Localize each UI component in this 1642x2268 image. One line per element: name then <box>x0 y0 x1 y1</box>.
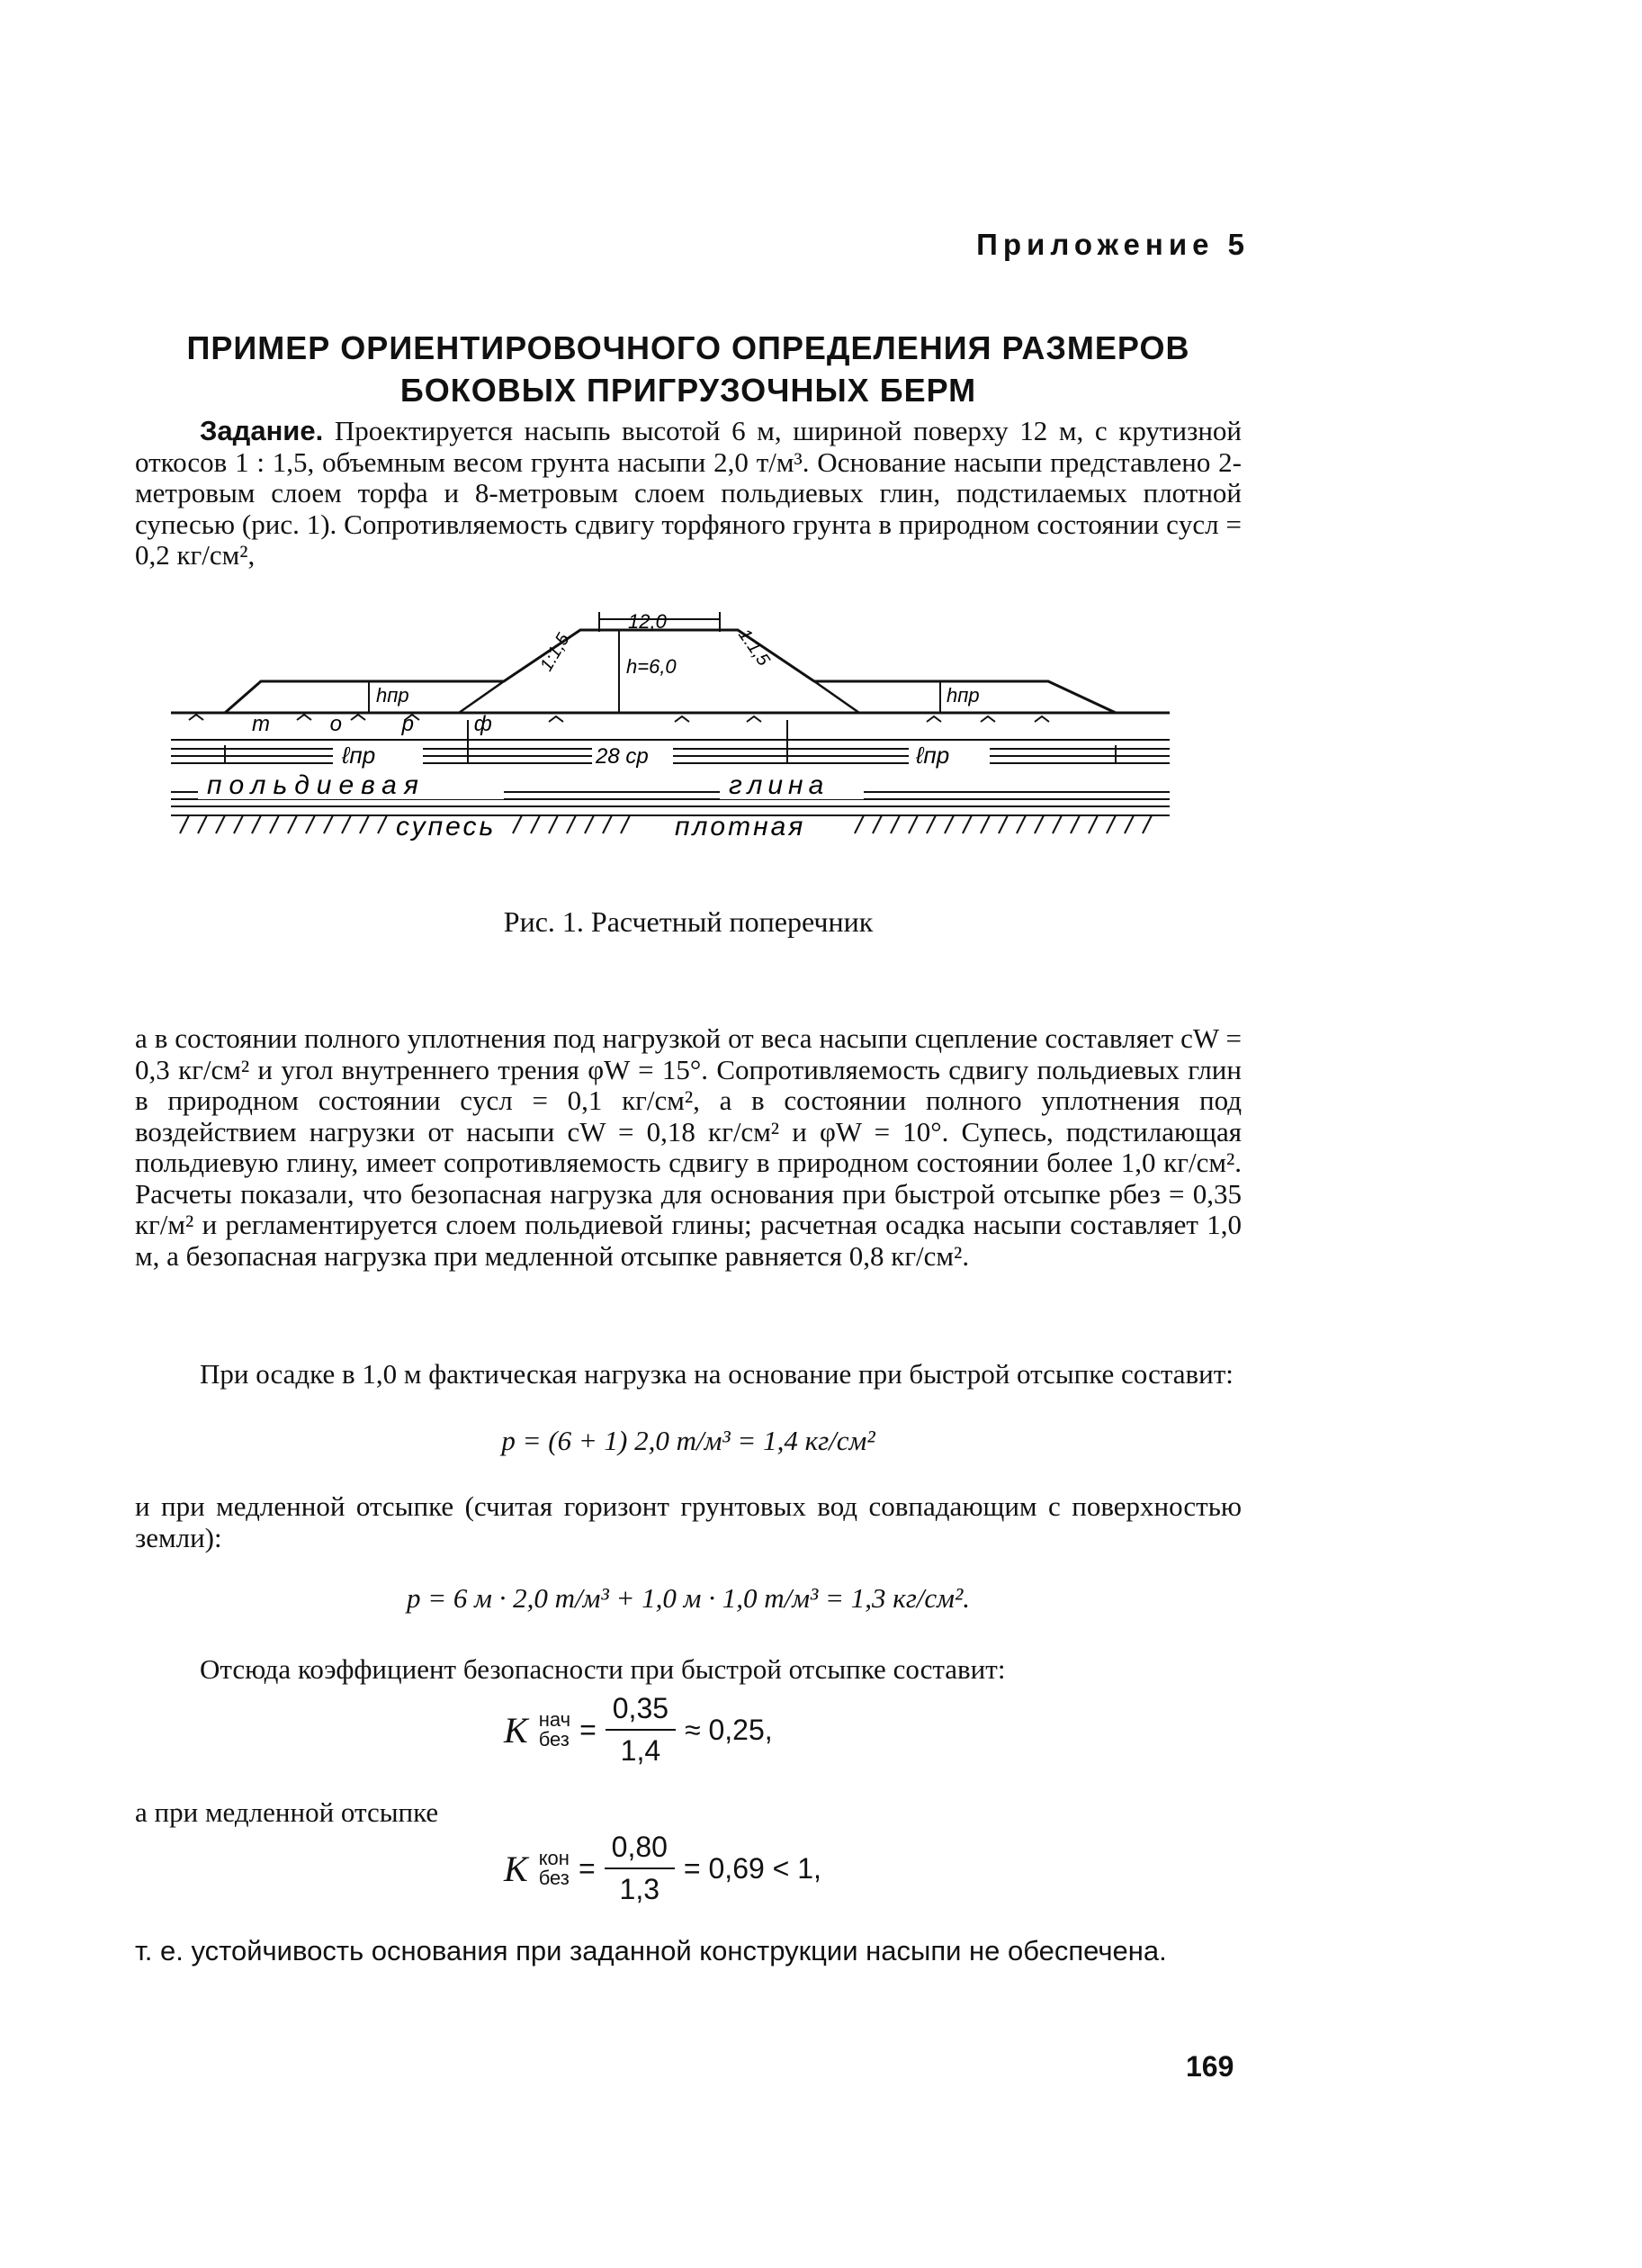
body-paragraph-1: а в состоянии полного уплотнения под нагрузкой от веса насыпи сцепление составляет cW = 0,3 кг/см² и угол внутреннего трения φW = 15°. Сопротивляемость сдвигу польдиевых глин в природном состоянии cусл = 0,1 кг/см², а в состоянии полного уплотнения под воздействием нагрузки от насыпи cW = 0,18 кг/см² и φW = 10°. Супесь, подстилающая польдиевую глину, имеет сопротивляемость сдвигу в природном состоянии более 1,0 кг/см². Расчеты показали, что безопасная нагрузка для основания при быстрой отсыпке pбез = 0,35 кг/м² и регламентируется слоем польдиевой глины; расчетная осадка насыпи составляет 1,0 м, а безопасная нагрузка при медленной отсыпке равняется 0,8 кг/см². <box>135 1022 1242 1272</box>
height-label: h=6,0 <box>626 655 677 678</box>
safety-coefficient-final: K кон без = $\frac{0,80}{1,3}$ = 0,69 < 1, <box>504 1831 821 1905</box>
denominator: 1,4 <box>620 1734 661 1767</box>
berm-height-right-label: hпр <box>947 684 980 706</box>
berm-length-left-label: ℓпр <box>342 742 376 769</box>
fraction <box>606 1692 676 1768</box>
coef-result: = 0,69 < 1, <box>683 1851 821 1885</box>
denominator: 1,3 <box>619 1873 660 1905</box>
document-title <box>135 327 1242 411</box>
numerator: 0,80 <box>605 1831 675 1869</box>
task-label: Задание. <box>200 415 324 446</box>
formula-1: p = (6 + 1) 2,0 т/м³ = 1,4 кг/см² <box>501 1425 875 1456</box>
formula-2: p = 6 м · 2,0 т/м³ + 1,0 м · 1,0 т/м³ = 1,3 кг/см². <box>406 1582 971 1614</box>
top-width-label: 12,0 <box>628 612 667 633</box>
task-text: Проектируется насыпь высотой 6 м, шириной поверху 12 м, с крутизной откосов 1 : 1,5, объемным весом грунта насыпи 2,0 т/м³. Основание насыпи представлено 2-метровым слоем торфа и 8-метровым слоем польдиевых глин, подстилаемых плотной супесью (рис. 1). Сопротивляемость сдвигу торфяного грунта в природном состоянии cусл = 0,2 кг/см², <box>135 415 1242 571</box>
fraction <box>605 1831 675 1906</box>
cross-section-figure <box>171 612 1170 864</box>
body-paragraph-6: т. е. устойчивость основания при заданной конструкции насыпи не обеспечена. <box>135 1935 1167 1966</box>
coef-sub: без <box>538 1867 570 1889</box>
task-paragraph <box>135 416 1242 572</box>
coef-symbol: K <box>504 1709 528 1750</box>
coef-sup: кон <box>538 1847 570 1869</box>
body-paragraph-2: При осадке в 1,0 м фактическая нагрузка на основание при быстрой отсыпке составит: <box>200 1358 1234 1390</box>
body-paragraph-3: и при медленной отсыпке (считая горизонт грунтовых вод совпадающим с поверхностью земли): <box>135 1490 1242 1553</box>
figure-caption: Рис. 1. Расчетный поперечник <box>503 905 874 938</box>
slope-left-label: 1:1,5 <box>536 630 574 675</box>
peat-label: т о р ф <box>252 712 519 736</box>
title-line-2: БОКОВЫХ ПРИГРУЗОЧНЫХ БЕРМ <box>399 372 977 409</box>
slope-right-label: 1:1,5 <box>734 625 774 670</box>
clay-label-2: глина <box>729 770 830 800</box>
body-paragraph-4: Отсюда коэффициент безопасности при быстрой отсыпке составит: <box>200 1653 1006 1685</box>
clay-label-1: польдиевая <box>207 770 426 800</box>
coef-sub: без <box>538 1728 570 1750</box>
berm-height-left-label: hпр <box>376 684 409 706</box>
sand-hatching <box>180 815 1152 833</box>
center-length-label: 28 ср <box>596 744 649 769</box>
body-paragraph-5: а при медленной отсыпке <box>135 1796 439 1828</box>
sand-label-2: плотная <box>675 812 806 842</box>
coef-result: ≈ 0,25, <box>685 1713 773 1746</box>
coef-sup: нач <box>538 1708 571 1731</box>
appendix-header: Приложение 5 <box>976 228 1250 261</box>
berm-length-right-label: ℓпр <box>916 742 950 769</box>
numerator: 0,35 <box>606 1692 676 1731</box>
safety-coefficient-initial: K нач без = $\frac{0,35}{1,4}$ ≈ 0,25, <box>504 1692 773 1767</box>
page-number: 169 <box>1186 2050 1234 2083</box>
title-line-1: ПРИМЕР ОРИЕНТИРОВОЧНОГО ОПРЕДЕЛЕНИЯ РАЗМЕРОВ <box>186 329 1190 366</box>
sand-label-1: супесь <box>396 812 497 842</box>
coef-symbol: K <box>504 1848 528 1889</box>
